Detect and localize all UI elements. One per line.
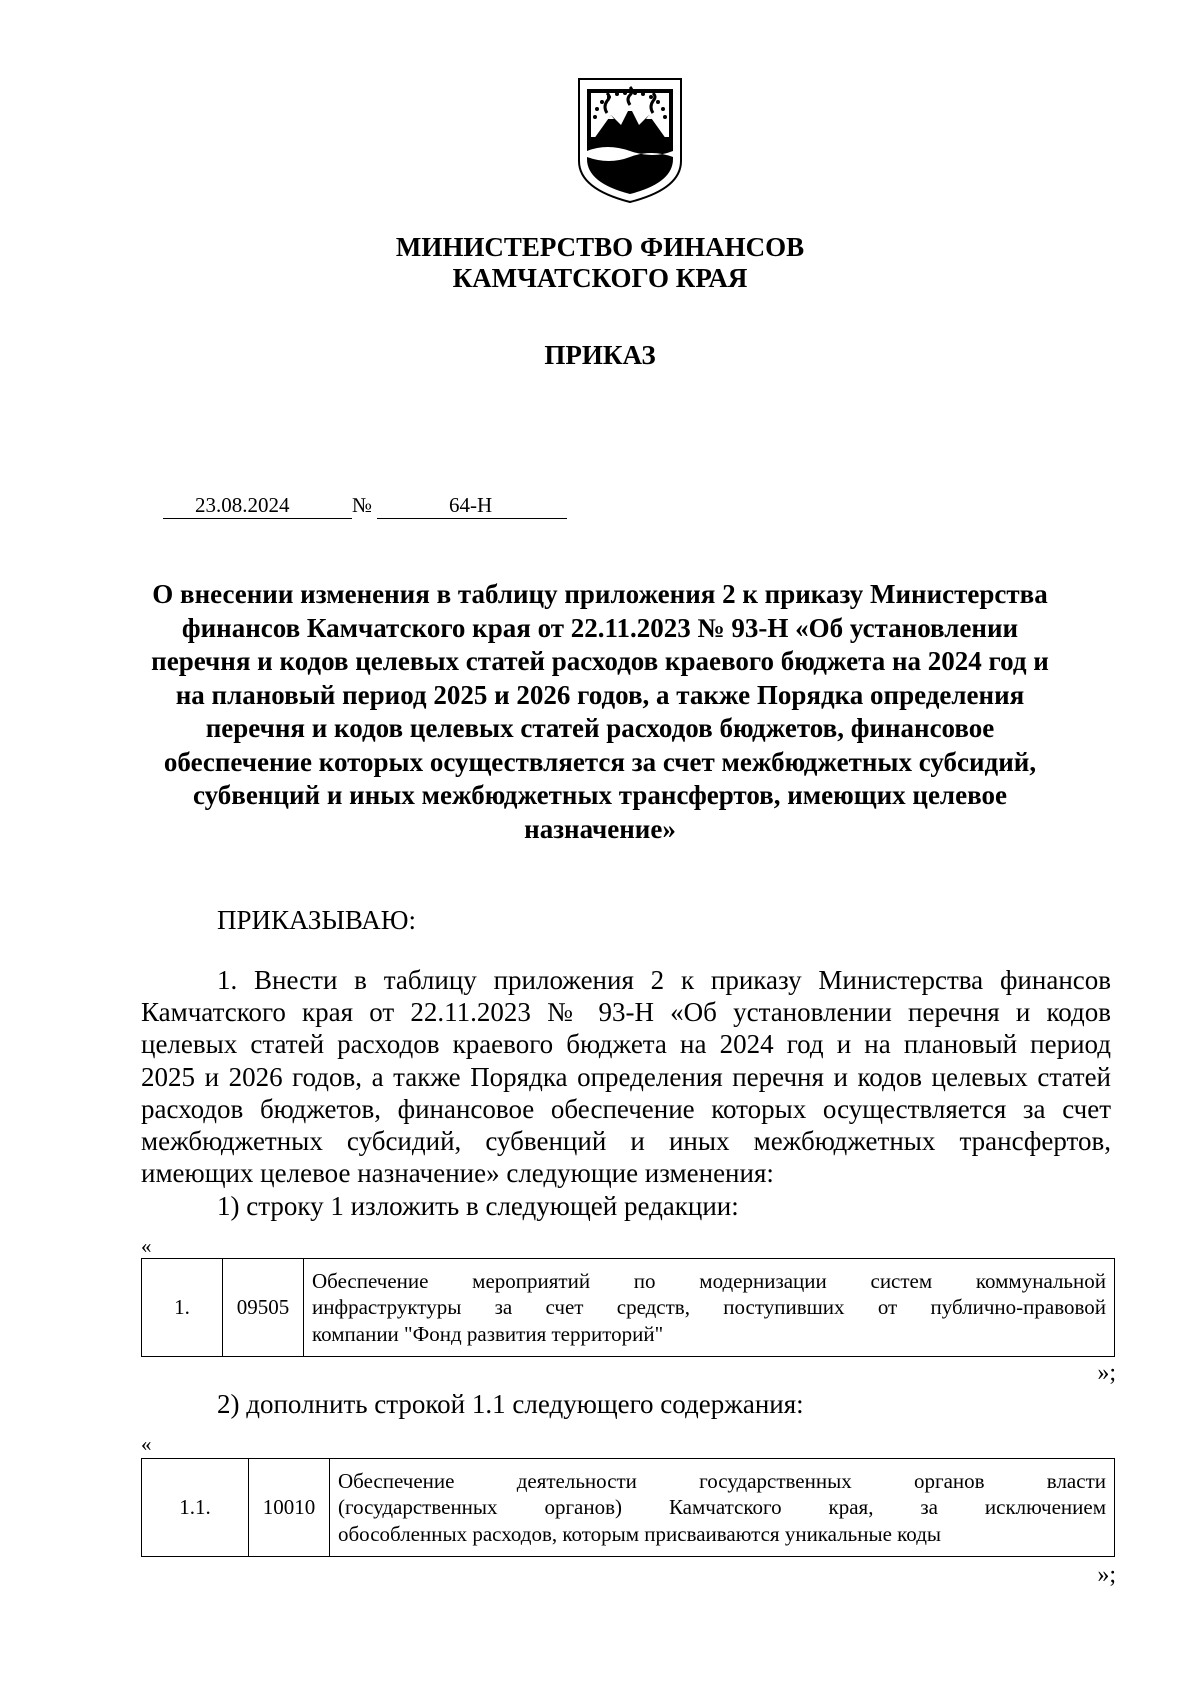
row-description-cell <box>330 1459 1115 1557</box>
title-line: назначение» <box>524 813 676 844</box>
paragraph-line: имеющих целевое назначение» следующие изменения: <box>141 1158 774 1189</box>
open-quote-2: « <box>141 1432 152 1456</box>
orders-word: ПРИКАЗЫВАЮ: <box>217 905 416 935</box>
paragraph-line: расходов бюджетов, финансовое обеспечение которых осуществляется за счет <box>141 1093 1111 1124</box>
title-line: О внесении изменения в таблицу приложения 2 к приказу Министерства <box>152 579 1048 609</box>
description-line: (государственных органов) Камчатского края, за исключением <box>338 1495 1106 1520</box>
row-number-cell: 1. <box>142 1259 223 1357</box>
open-quote-1: « <box>141 1234 152 1258</box>
description-line: Обеспечение деятельности государственных органов власти <box>338 1468 1106 1493</box>
row-code-cell: 10010 <box>249 1459 330 1557</box>
description-line: Обеспечение мероприятий по модернизации систем коммунальной <box>312 1268 1106 1293</box>
title-line: обеспечение которых осуществляется за счет межбюджетных субсидий, <box>163 746 1037 777</box>
title-line: перечня и кодов целевых статей расходов краевого бюджета на 2024 год и <box>151 646 1049 676</box>
order-number: 64-Н <box>449 493 493 517</box>
document-type: ПРИКАЗ <box>544 340 656 370</box>
number-sign: № <box>352 493 373 517</box>
paragraph-line: целевых статей расходов краевого бюджета на 2024 год и на плановый период <box>141 1029 1111 1060</box>
table-row-2 <box>141 1458 1115 1557</box>
kamchatka-coat-of-arms-icon <box>577 77 683 204</box>
order-title <box>120 578 1080 846</box>
title-line: субвенций и иных межбюджетных трансфертов, имеющих целевое <box>193 780 1007 810</box>
paragraph-line: Камчатского края от 22.11.2023 № 93-Н «Об установлении перечня и кодов <box>141 997 1111 1028</box>
title-line: на плановый период 2025 и 2026 годов, а также Порядка определения <box>175 679 1025 710</box>
description-line: инфраструктуры за счет средств, поступивших от публично-правовой <box>312 1295 1106 1320</box>
paragraph-line: 2025 и 2026 годов, а также Порядка определения перечня и кодов целевых статей <box>141 1061 1111 1092</box>
number-underline <box>377 518 567 519</box>
item-1-text: 1) строку 1 изложить в следующей редакции: <box>217 1191 739 1221</box>
paragraph-line: межбюджетных субсидий, субвенций и иных межбюджетных трансфертов, <box>141 1125 1111 1156</box>
ministry-name-line-1: МИНИСТЕРСТВО ФИНАНСОВ <box>395 232 805 262</box>
row-description-cell <box>304 1259 1115 1357</box>
title-line: перечня и кодов целевых статей расходов бюджетов, финансовое <box>205 713 995 743</box>
close-quote-1: »; <box>1097 1360 1116 1386</box>
row-code-cell: 09505 <box>223 1259 304 1357</box>
order-date: 23.08.2024 <box>195 493 290 517</box>
ministry-header <box>0 232 1200 294</box>
paragraph-1 <box>141 964 1111 1189</box>
close-quote-2: »; <box>1097 1562 1116 1588</box>
description-line: компании "Фонд развития территорий" <box>312 1321 664 1346</box>
title-line: финансов Камчатского края от 22.11.2023 № 93-Н «Об установлении <box>181 612 1019 643</box>
ministry-name-line-2: КАМЧАТСКОГО КРАЯ <box>452 263 748 293</box>
item-2-text: 2) дополнить строкой 1.1 следующего содержания: <box>217 1389 804 1419</box>
paragraph-line: 1. Внести в таблицу приложения 2 к приказу Министерства финансов <box>217 965 1111 995</box>
table-row-1 <box>141 1258 1115 1357</box>
coat-of-arms-emblem <box>577 77 683 204</box>
row-number-cell: 1.1. <box>142 1459 249 1557</box>
date-underline <box>163 518 352 519</box>
description-line: обособленных расходов, которым присваиваются уникальные коды <box>338 1521 941 1546</box>
